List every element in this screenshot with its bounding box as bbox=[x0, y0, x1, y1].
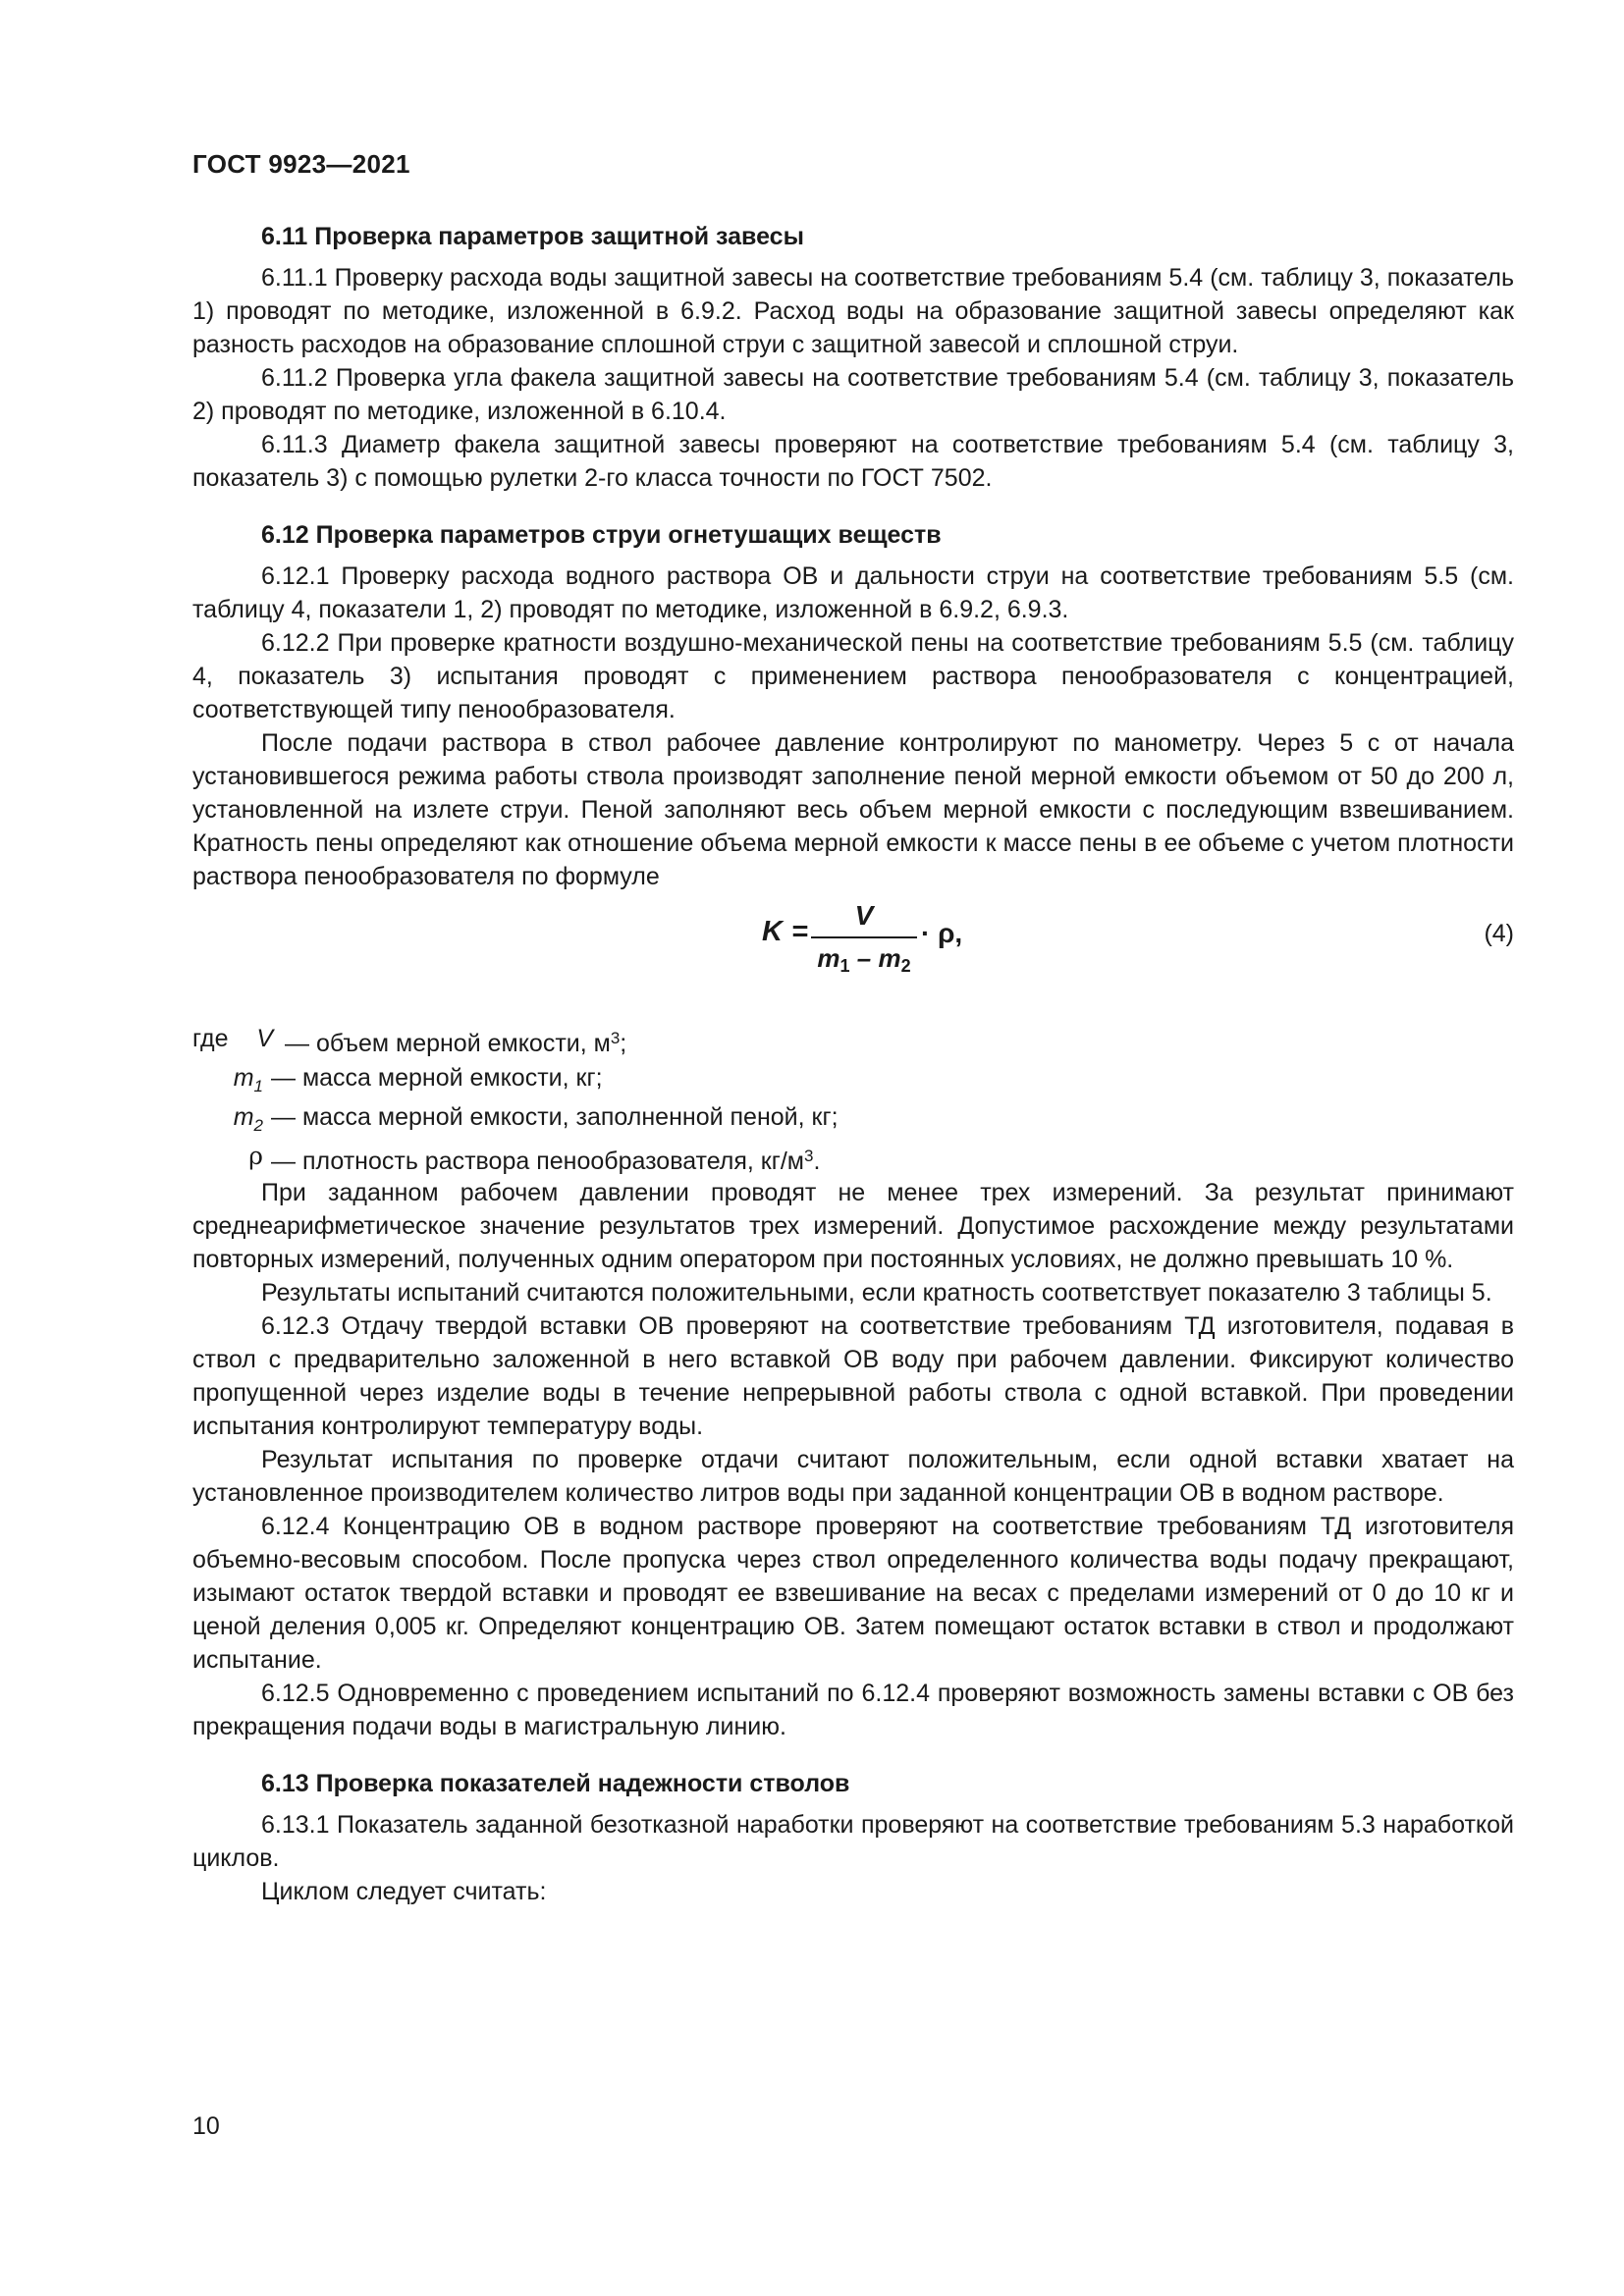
fraction-bar bbox=[811, 936, 917, 938]
legend-row-v bbox=[192, 1019, 1514, 1058]
paragraph-6-12-5: 6.12.5 Одновременно с проведением испытаний по 6.12.4 проверяют возможность замены вставки с ОВ без прекращения подачи воды в магистральную линию. bbox=[192, 1680, 1514, 1740]
paragraph-cycle: Циклом следует считать: bbox=[261, 1878, 547, 1905]
paragraph-6-11-3: 6.11.3 Диаметр факела защитной завесы проверяют на соответствие требованиям 5.4 (см. таблицу 3, показатель 3) с помощью рулетки 2-го класса точности по ГОСТ 7502. bbox=[192, 431, 1514, 492]
section-heading-6-11: 6.11 Проверка параметров защитной завесы bbox=[261, 223, 804, 250]
paragraph-output-result: Результат испытания по проверке отдачи считают положительным, если одной вставки хватает на установленное производителем количество литров воды при заданной концентрации ОВ в водном растворе. bbox=[192, 1446, 1514, 1507]
formula-number: (4) bbox=[1484, 920, 1514, 947]
paragraph-foam-procedure: После подачи раствора в ствол рабочее давление контролируют по манометру. Через 5 с от начала установившегося режима работы ствола производят заполнение пеной мерной емкости объемом от 50 до 200 л, установленной на излете струи. Пеной заполняют весь объем мерной емкости с последующим взвешиванием. Кратность пены определяют как отношение объема мерной емкости к массе пены в ее объеме с учетом плотности раствора пенообразователя по формуле bbox=[192, 729, 1514, 890]
section-heading-6-13: 6.13 Проверка показателей надежности стволов bbox=[261, 1770, 850, 1797]
legend-row-m1 bbox=[192, 1058, 1514, 1097]
page-number: 10 bbox=[192, 2112, 220, 2140]
paragraph-6-12-3: 6.12.3 Отдачу твердой вставки ОВ проверяют на соответствие требованиям ТД изготовителя, подавая в ствол с предварительно заложенной в него вставкой ОВ воду при рабочем давлении. Фиксируют количество пропущенной через изделие воды в течение непрерывной работы ствола с одной вставкой. При проведении испытания контролируют температуру воды. bbox=[192, 1312, 1514, 1440]
formula-4 bbox=[192, 899, 1514, 997]
formula-lhs: K = bbox=[762, 916, 809, 947]
paragraph-6-12-4: 6.12.4 Концентрацию ОВ в водном растворе проверяют на соответствие требованиям ТД изготовителя объемно-весовым способом. После пропуска через ствол определенного количества воды подачу прекращают, изымают остаток твердой вставки и проводят ее взвешивание на весах с пределами измерений от 0 до 10 кг и ценой деления 0,005 кг. Определяют концентрацию ОВ. Затем помещают остаток вставки в ствол и продолжают испытание. bbox=[192, 1513, 1514, 1674]
legend-text-v: — объем мерной емкости, $м^3$; bbox=[285, 1029, 627, 1057]
paragraph-6-13-1: 6.13.1 Показатель заданной безотказной наработки проверяют на соответствие требованиям 5.3 наработкой циклов. bbox=[192, 1811, 1514, 1872]
formula-denominator: $m_1 - m_2$ bbox=[817, 943, 911, 976]
legend-text-rho: — плотность раствора пенообразователя, $кг/м^3$. bbox=[271, 1147, 821, 1175]
legend-row-rho bbox=[192, 1137, 1514, 1176]
formula-fraction bbox=[811, 899, 917, 982]
formula-legend bbox=[192, 1019, 1514, 1176]
legend-symbol-rho: ρ bbox=[248, 1142, 263, 1170]
legend-lead: где bbox=[192, 1025, 229, 1052]
paragraph-results-positive: Результаты испытаний считаются положительными, если кратность соответствует показателю 3 таблицы 5. bbox=[261, 1279, 1492, 1307]
legend-symbol-v: V bbox=[256, 1025, 273, 1052]
paragraph-6-12-1: 6.12.1 Проверку расхода водного раствора ОВ и дальности струи на соответствие требованиям 5.5 (см. таблицу 4, показатели 1, 2) проводят по методике, изложенной в 6.9.2, 6.9.3. bbox=[192, 562, 1514, 623]
document-header: ГОСТ 9923—2021 bbox=[192, 149, 410, 179]
document-body bbox=[192, 220, 1514, 1908]
legend-text-m2: — масса мерной емкости, заполненной пеной, кг; bbox=[271, 1103, 839, 1131]
legend-symbol-m1: $m_1$ bbox=[233, 1064, 263, 1095]
legend-row-m2 bbox=[192, 1097, 1514, 1137]
section-heading-6-12: 6.12 Проверка параметров струи огнетушащих веществ bbox=[261, 521, 942, 549]
paragraph-6-11-1: 6.11.1 Проверку расхода воды защитной завесы на соответствие требованиям 5.4 (см. таблицу 3, показатель 1) проводят по методике, изложенной в 6.9.2. Расход воды на образование защитной завесы определяют как разность расходов на образование сплошной струи с защитной завесой и сплошной струи. bbox=[192, 264, 1514, 358]
legend-text-m1: — масса мерной емкости, кг; bbox=[271, 1064, 603, 1092]
paragraph-6-12-2: 6.12.2 При проверке кратности воздушно-механической пены на соответствие требованиям 5.5 (см. таблицу 4, показатель 3) испытания проводят с применением раствора пенообразователя с концентрацией, соответствующей типу пенообразователя. bbox=[192, 629, 1514, 723]
formula-numerator: V bbox=[854, 900, 874, 931]
paragraph-6-11-2: 6.11.2 Проверка угла факела защитной завесы на соответствие требованиям 5.4 (см. таблицу 3, показатель 2) проводят по методике, изложенной в 6.10.4. bbox=[192, 364, 1514, 425]
formula-tail: · ρ, bbox=[921, 918, 963, 948]
paragraph-measurements: При заданном рабочем давлении проводят не менее трех измерений. За результат принимают среднеарифметическое значение результатов трех измерений. Допустимое расхождение между результатами повторных измерений, полученных одним оператором при постоянных условиях, не должно превышать 10 %. bbox=[192, 1179, 1514, 1273]
legend-symbol-m2: $m_2$ bbox=[233, 1103, 263, 1135]
